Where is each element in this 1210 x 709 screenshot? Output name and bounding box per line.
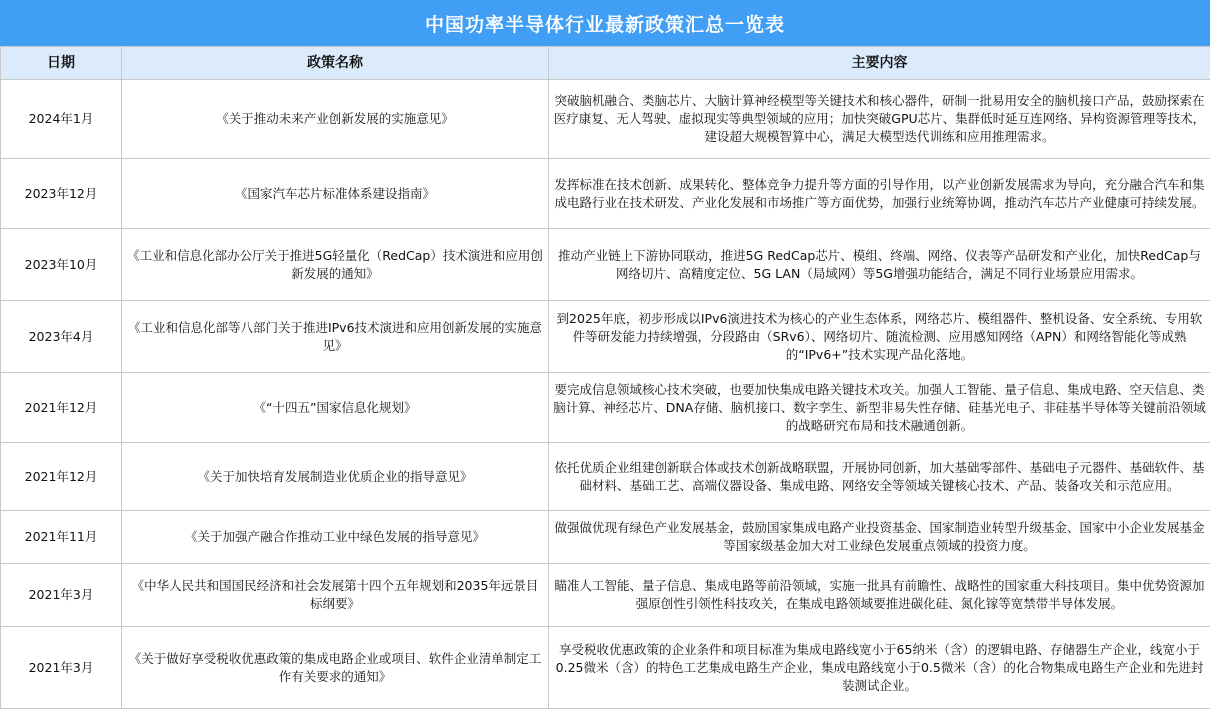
- page-title: 中国功率半导体行业最新政策汇总一览表: [0, 0, 1210, 46]
- date-cell: 2021年12月: [1, 443, 122, 511]
- table-row: [1, 159, 1210, 229]
- main-content-cell: 瞄准人工智能、量子信息、集成电路等前沿领域，实施一批具有前瞻性、战略性的国家重大科技项目。集中优势资源加强原创性引领性科技攻关，在集成电路领域要推进碳化硅、氮化镓等宽禁带半导体发展。: [549, 564, 1210, 627]
- main-content-cell: 发挥标准在技术创新、成果转化、整体竞争力提升等方面的引导作用，以产业创新发展需求为导向，充分融合汽车和集成电路行业在技术研发、产业化发展和市场推广等方面优势，加强行业统筹协调，推动汽车芯片产业健康可持续发展。: [549, 159, 1210, 229]
- main-content-cell: 推动产业链上下游协同联动，推进5G RedCap芯片、模组、终端、网络、仪表等产品研发和产业化，加快RedCap与网络切片、高精度定位、5G LAN（局域网）等5G增强功能结合，满足不同行业场景应用需求。: [549, 229, 1210, 301]
- policy-name-cell: 《工业和信息化部办公厅关于推进5G轻量化（RedCap）技术演进和应用创新发展的通知》: [122, 229, 549, 301]
- main-content-cell: 做强做优现有绿色产业发展基金，鼓励国家集成电路产业投资基金、国家制造业转型升级基金、国家中小企业发展基金等国家级基金加大对工业绿色发展重点领域的投资力度。: [549, 511, 1210, 564]
- table-row: [1, 373, 1210, 443]
- policy-name-cell: 《关于推动未来产业创新发展的实施意见》: [122, 80, 549, 159]
- table-row: [1, 443, 1210, 511]
- date-cell: 2021年11月: [1, 511, 122, 564]
- date-cell: 2021年3月: [1, 564, 122, 627]
- policy-name-cell: 《关于加快培育发展制造业优质企业的指导意见》: [122, 443, 549, 511]
- date-cell: 2023年12月: [1, 159, 122, 229]
- policy-name-cell: 《关于加强产融合作推动工业中绿色发展的指导意见》: [122, 511, 549, 564]
- policy-name-cell: 《“十四五”国家信息化规划》: [122, 373, 549, 443]
- main-content-cell: 享受税收优惠政策的企业条件和项目标准为集成电路线宽小于65纳米（含）的逻辑电路、存储器生产企业，线宽小于0.25微米（含）的特色工艺集成电路生产企业，集成电路线宽小于0.5微米（含）的化合物集成电路生产企业和先进封装测试企业。: [549, 627, 1210, 709]
- policy-name-cell: 《关于做好享受税收优惠政策的集成电路企业或项目、软件企业清单制定工作有关要求的通知》: [122, 627, 549, 709]
- main-content-cell: 要完成信息领域核心技术突破，也要加快集成电路关键技术攻关。加强人工智能、量子信息、集成电路、空天信息、类脑计算、神经芯片、DNA存储、脑机接口、数字孪生、新型非易失性存储、硅基光电子、非硅基半导体等关键前沿领域的战略研究布局和技术融通创新。: [549, 373, 1210, 443]
- date-cell: 2021年12月: [1, 373, 122, 443]
- table-row: [1, 564, 1210, 627]
- header-policy-name: 政策名称: [122, 47, 549, 80]
- header-main-content: 主要内容: [549, 47, 1210, 80]
- table-row: [1, 80, 1210, 159]
- main-content-cell: 突破脑机融合、类脑芯片、大脑计算神经模型等关键技术和核心器件，研制一批易用安全的脑机接口产品，鼓励探索在医疗康复、无人驾驶、虚拟现实等典型领域的应用；加快突破GPU芯片、集群低时延互连网络、异构资源管理等技术，建设超大规模智算中心，满足大模型迭代训练和应用推理需求。: [549, 80, 1210, 159]
- table-row: [1, 301, 1210, 373]
- table-header-row: [1, 47, 1210, 80]
- table-row: [1, 229, 1210, 301]
- policy-table: [0, 46, 1210, 709]
- date-cell: 2023年4月: [1, 301, 122, 373]
- policy-name-cell: 《中华人民共和国国民经济和社会发展第十四个五年规划和2035年远景目标纲要》: [122, 564, 549, 627]
- date-cell: 2024年1月: [1, 80, 122, 159]
- table-row: [1, 511, 1210, 564]
- main-content-cell: 依托优质企业组建创新联合体或技术创新战略联盟，开展协同创新，加大基础零部件、基础电子元器件、基础软件、基础材料、基础工艺、高端仪器设备、集成电路、网络安全等领域关键核心技术、产品、装备攻关和示范应用。: [549, 443, 1210, 511]
- policy-name-cell: 《国家汽车芯片标准体系建设指南》: [122, 159, 549, 229]
- header-date: 日期: [1, 47, 122, 80]
- date-cell: 2021年3月: [1, 627, 122, 709]
- table-row: [1, 627, 1210, 709]
- policy-name-cell: 《工业和信息化部等八部门关于推进IPv6技术演进和应用创新发展的实施意见》: [122, 301, 549, 373]
- date-cell: 2023年10月: [1, 229, 122, 301]
- main-content-cell: 到2025年底，初步形成以IPv6演进技术为核心的产业生态体系，网络芯片、模组器件、整机设备、安全系统、专用软件等研发能力持续增强，分段路由（SRv6）、网络切片、随流检测、应用感知网络（APN）和网络智能化等成熟的“IPv6+”技术实现产品化落地。: [549, 301, 1210, 373]
